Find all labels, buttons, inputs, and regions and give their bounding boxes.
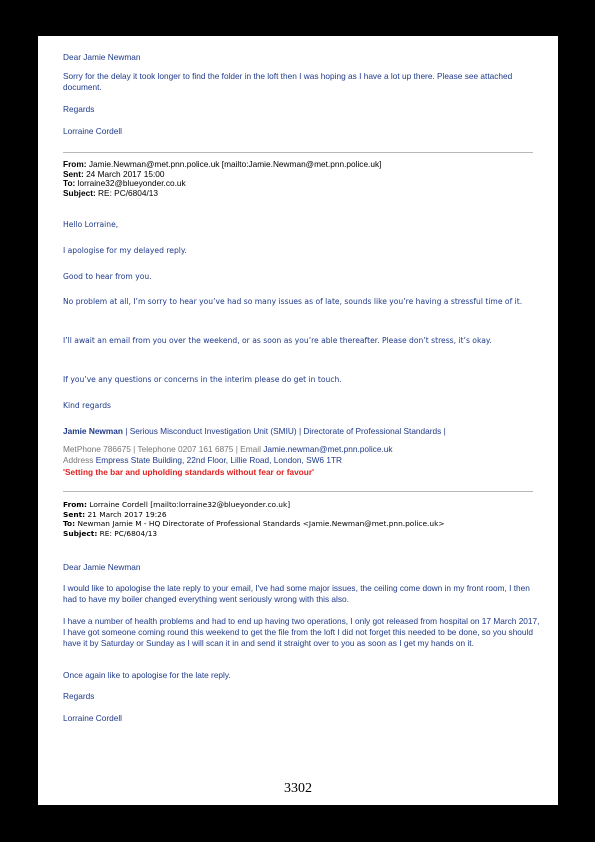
reply-p2: Good to hear from you. xyxy=(63,272,152,281)
from-line-2: From: Lorraine Cordell [mailto:lorraine32@blueyonder.co.uk] xyxy=(63,500,291,509)
greeting-first: Dear Jamie Newman xyxy=(63,52,141,62)
last-p1: I would like to apologise the late reply to your email, I've had some major issues, the ceiling come down in my front room, I then had to have my boiler changed everything went seriously wrong with this also. xyxy=(63,583,530,604)
reply-p4: I’ll await an email from you over the weekend, or as soon as you’re able thereafter. Please don’t stress, it’s okay. xyxy=(63,336,492,345)
sig-phone-line: MetPhone 786675 | Telephone 0207 161 6875 | Email Jamie.newman@met.pnn.police.uk xyxy=(63,444,393,454)
reply-closing: Kind regards xyxy=(63,401,112,410)
last-greeting: Dear Jamie Newman xyxy=(63,562,141,572)
last-p2: I have a number of health problems and had to end up having two operations, I only got released from hospital on 17 March 2017, I have got someone coming round this weekend to get the file from the loft I did not forget this needed to be done, so you should have it by Saturday or Sunday as I will scan it in and send it straight over to you as soon as I get my hands on it. xyxy=(63,616,540,648)
regards-first: Regards xyxy=(63,104,95,114)
last-regards: Regards xyxy=(63,691,95,701)
sent-line: Sent: 24 March 2017 15:00 xyxy=(63,168,165,179)
to-line: To: lorraine32@blueyonder.co.uk xyxy=(63,178,186,188)
sig-address: Empress State Building, 22nd Floor, Lillie Road, London, SW6 1TR xyxy=(95,455,343,465)
email-header-2 xyxy=(63,500,543,538)
sig-address-line: Address Empress State Building, 22nd Floor, Lillie Road, London, SW6 1TR xyxy=(63,455,343,465)
divider-1 xyxy=(63,152,533,153)
page-number: 3302 xyxy=(284,781,312,796)
reply-p3: No problem at all, I’m sorry to hear you’ve had so many issues as of late, sounds like you’re having a stressful time of it. xyxy=(63,297,523,306)
reply-p1: I apologise for my delayed reply. xyxy=(63,246,187,255)
last-signature: Lorraine Cordell xyxy=(63,713,123,723)
sent-line-2: Sent: 21 March 2017 19:26 xyxy=(63,509,167,519)
reply-p5: If you’ve any questions or concerns in the interim please do get in touch. xyxy=(63,375,342,384)
sig-name: Jamie Newman xyxy=(63,426,123,436)
last-p3: Once again like to apologise for the late reply. xyxy=(63,670,231,680)
divider-2 xyxy=(63,491,533,492)
signature-first: Lorraine Cordell xyxy=(63,126,123,136)
document-page xyxy=(38,36,558,805)
sig-motto: 'Setting the bar and upholding standards without fear or favour' xyxy=(63,467,315,477)
to-line-2: To: Newman Jamie M - HQ Directorate of Professional Standards <Jamie.Newman@met.pnn.police.uk> xyxy=(63,519,445,529)
subject-line: Subject: RE: PC/6804/13 xyxy=(63,187,159,198)
body-first: Sorry for the delay it took longer to find the folder in the loft then I was hoping as I have a lot up there. Please see attached document. xyxy=(63,71,513,92)
reply-greeting: Hello Lorraine, xyxy=(63,220,119,229)
sig-email: Jamie.newman@met.pnn.police.uk xyxy=(263,444,393,454)
from-line: From: Jamie.Newman@met.pnn.police.uk [mailto:Jamie.Newman@met.pnn.police.uk] xyxy=(63,159,382,169)
sig-name-line xyxy=(63,426,543,437)
subject-line-2: Subject: RE: PC/6804/13 xyxy=(63,528,158,538)
sig-role: | Serious Misconduct Investigation Unit (SMIU) | Directorate of Professional Standards | xyxy=(122,426,446,436)
email-header-1 xyxy=(63,160,543,198)
